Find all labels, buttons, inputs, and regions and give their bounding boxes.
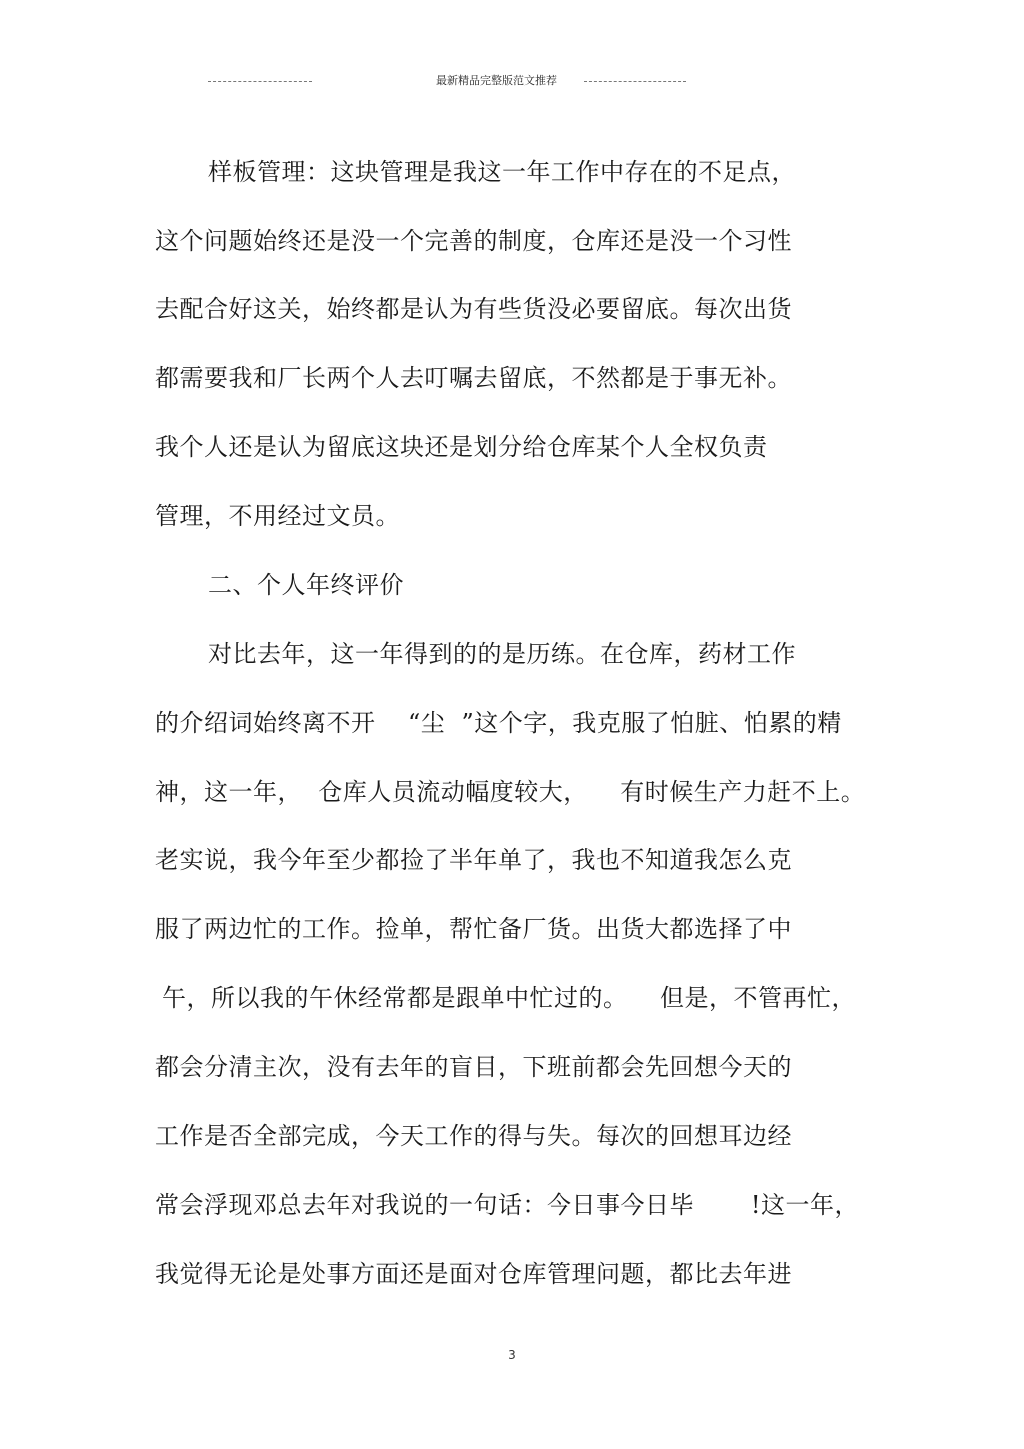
section-heading: 二、个人年终评价: [208, 571, 404, 599]
header-rule-right: [584, 81, 686, 82]
page-header: [0, 72, 1024, 92]
text-line: 这个问题始终还是没一个完善的制度，仓库还是没一个习性: [155, 227, 792, 255]
text-line: 样板管理：这块管理是我这一年工作中存在的不足点，: [208, 158, 796, 186]
text-line: 常会浮现邓总去年对我说的一句话：今日事今日毕 !这一年，: [155, 1191, 860, 1219]
page-number: 3: [508, 1348, 516, 1362]
text-line: 服了两边忙的工作。捡单，帮忙备厂货。出货大都选择了中: [155, 915, 792, 943]
text-line: 管理，不用经过文员。: [155, 502, 400, 530]
header-rule-left: [208, 81, 312, 82]
text-line: 午，所以我的午休经常都是跟单中忙过的。 但是，不管再忙，: [162, 984, 857, 1012]
text-line: 我觉得无论是处事方面还是面对仓库管理问题，都比去年进: [155, 1260, 792, 1288]
text-line: 工作是否全部完成，今天工作的得与失。每次的回想耳边经: [155, 1122, 792, 1150]
text-line: 对比去年，这一年得到的的是历练。在仓库，药材工作: [208, 640, 796, 668]
header-title: 最新精品完整版范文推荐: [436, 74, 557, 87]
text-line: 去配合好这关，始终都是认为有些货没必要留底。每次出货: [155, 295, 792, 323]
text-line: 都会分清主次，没有去年的盲目，下班前都会先回想今天的: [155, 1053, 792, 1081]
text-line: 我个人还是认为留底这块还是划分给仓库某个人全权负责: [155, 433, 768, 461]
text-line: 都需要我和厂长两个人去叮嘱去留底，不然都是于事无补。: [155, 364, 792, 392]
text-line: 的介绍词始终离不开 “尘 ”这个字，我克服了怕脏、怕累的精: [155, 709, 842, 737]
text-line: 神，这一年， 仓库人员流动幅度较大， 有时候生产力赶不上。: [155, 778, 866, 806]
text-line: 老实说，我今年至少都捡了半年单了，我也不知道我怎么克: [155, 846, 792, 874]
